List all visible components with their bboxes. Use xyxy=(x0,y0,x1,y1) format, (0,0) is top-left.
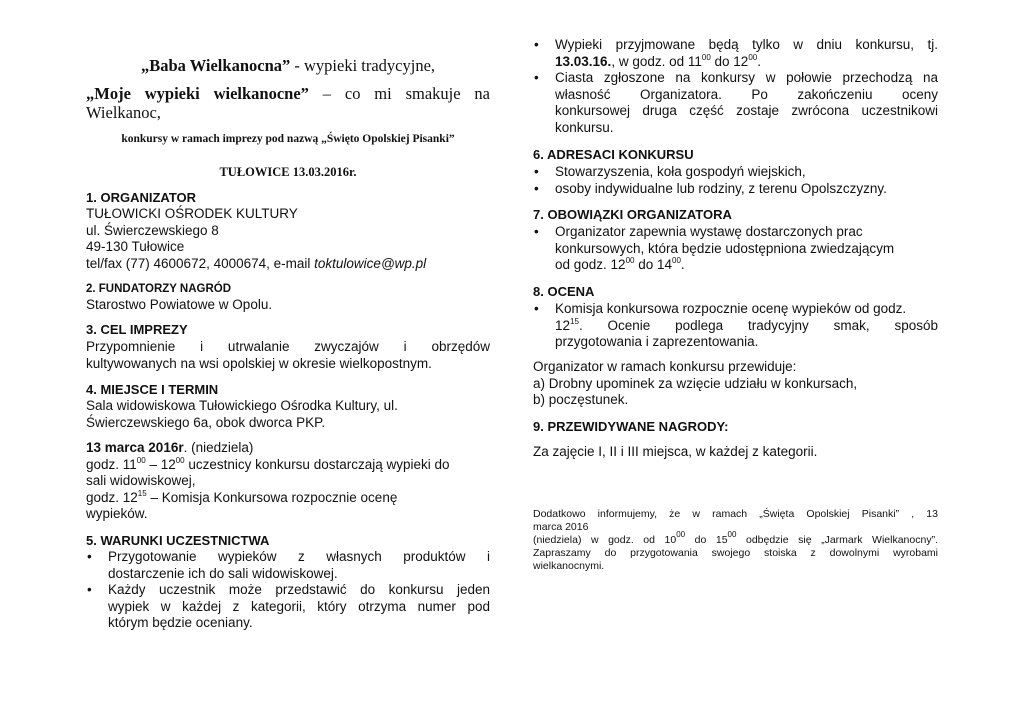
t2b: – Komisja Konkursowa rozpocznie ocenę xyxy=(146,489,398,505)
organizer-city: 49-130 Tułowice xyxy=(86,239,185,254)
awards-text: Za zajęcie I, II i III miejsca, w każdej z kategorii. xyxy=(533,444,818,459)
acc1-date: 13.03.16. xyxy=(555,53,612,69)
t1s2: 00 xyxy=(175,455,185,465)
email-link[interactable]: toktulowice@wp.pl xyxy=(314,255,427,271)
acc2-l2: własność Organizatora. Po zakończeniu oceny xyxy=(555,86,938,102)
acc1-s1: 00 xyxy=(701,52,711,62)
eval-b: . Ocenie podlega tradycyjny smak, sposób xyxy=(578,317,938,333)
note-l5: wielkanocnymi. xyxy=(533,560,605,572)
bullet-icon: • xyxy=(534,70,539,85)
heading-fundatorzy: 2. FUNDATORZY NAGRÓD xyxy=(86,283,232,295)
bullet-icon: • xyxy=(87,582,92,597)
goal-line-2: kultywowanych na wsi opolskiej w okresie wielkopostnym. xyxy=(86,355,432,371)
cond2-l2: wypiek w każdej z kategorii, który otrzyma numer pod xyxy=(108,598,490,614)
heading-nagrody: 9. PRZEWIDYWANE NAGRODY: xyxy=(533,419,729,434)
venue-line-2: Świerczewskiego 6a, obok dworca PKP. xyxy=(86,414,326,430)
acc1-c: . xyxy=(757,53,761,69)
eval-s: 15 xyxy=(570,316,579,326)
event-date-rest: . (niedziela) xyxy=(183,440,254,455)
note-s1: 00 xyxy=(676,530,686,539)
t1a: godz. 11 xyxy=(86,456,137,472)
heading-warunki: 5. WARUNKI UCZESTNICTWA xyxy=(86,533,270,548)
heading-ocena: 8. OCENA xyxy=(533,284,595,299)
heading-obowiazki: 7. OBOWIĄZKI ORGANIZATORA xyxy=(533,207,732,222)
t1b: – 12 xyxy=(145,456,176,472)
evaluation-list xyxy=(533,301,938,351)
note-b: do 15 xyxy=(685,534,728,546)
event-date-bold: 13 marca 2016r xyxy=(86,440,184,455)
heading-organizator: 1. ORGANIZATOR xyxy=(86,190,197,205)
note-l1: Dodatkowo informujemy, że w ramach „Święta Opolskiej Pisanki” , 13 xyxy=(533,508,938,520)
goal-line-1: Przypomnienie i utrwalanie zwyczajów i obrzędów xyxy=(86,339,490,354)
heading-miejsce-termin: 4. MIEJSCE I TERMIN xyxy=(86,382,219,397)
schedule-line-1 xyxy=(86,457,490,474)
heading-cel-imprezy: 3. CEL IMPREZY xyxy=(86,322,188,337)
sponsors-text: Starostwo Powiatowe w Opolu. xyxy=(86,297,273,312)
goal-text xyxy=(86,339,490,372)
acc1-b: do 12 xyxy=(710,53,749,69)
venue-line-1: Sala widowiskowa Tułowickiego Ośrodka Kultury, ul. xyxy=(86,398,398,413)
acc1-l1: Wypieki przyjmowane będą tylko w dniu konkursu, tj. xyxy=(555,37,938,52)
note-l2: marca 2016 xyxy=(533,521,589,533)
duty-a: od godz. 12 xyxy=(555,257,626,272)
bullet-icon: • xyxy=(534,224,539,239)
addr1: Stowarzyszenia, koła gospodyń wiejskich, xyxy=(555,164,806,179)
acc2-l3: konkursowej druga część zostaje zwrócona uczestnikowi xyxy=(555,103,938,118)
conditions-list xyxy=(86,549,490,632)
cond2-l1: Każdy uczestnik może przedstawić do konkursu jeden xyxy=(108,582,490,597)
bullet-icon: • xyxy=(534,37,539,52)
list-item xyxy=(533,301,938,351)
t1c: uczestnicy konkursu dostarczają wypieki do xyxy=(184,456,450,472)
title2-name: „Moje wypieki wielkanocne” xyxy=(86,84,309,103)
bullet-icon: • xyxy=(534,180,539,196)
subtitle: konkursy w ramach imprezy pod nazwą „Święto Opolskiej Pisanki” xyxy=(121,133,455,145)
t2s: 15 xyxy=(137,488,147,498)
title1-rest: - wypieki tradycyjne, xyxy=(290,56,436,75)
duty-s2: 00 xyxy=(672,256,681,265)
acc1-s2: 00 xyxy=(748,52,758,62)
schedule-line-2 xyxy=(86,490,490,507)
provide-b: b) poczęstunek. xyxy=(533,392,629,407)
duty-s1: 00 xyxy=(625,256,635,265)
duty-l3 xyxy=(555,257,938,274)
venue-text xyxy=(86,398,490,431)
duty-c: . xyxy=(680,257,685,272)
acceptance-list xyxy=(533,37,938,136)
bullet-icon: • xyxy=(534,164,539,179)
prizes-info xyxy=(533,359,938,409)
list-item xyxy=(533,181,938,198)
heading-adresaci: 6. ADRESACI KONKURSU xyxy=(533,147,694,162)
note-a: (niedziela) w godz. od 10 xyxy=(533,534,677,546)
contact-text: tel/fax (77) 4600672, 4000674, e-mail xyxy=(86,255,315,271)
place-date: TUŁOWICE 13.03.2016r. xyxy=(219,165,357,179)
list-item xyxy=(533,164,938,181)
cond2-l3: którym będzie oceniany. xyxy=(108,615,253,630)
list-item xyxy=(533,70,938,136)
addressees-list xyxy=(533,164,938,197)
organizer-block xyxy=(86,206,490,272)
organizer-street: ul. Świerczewskiego 8 xyxy=(86,222,219,238)
title1-name: „Baba Wielkanocna” xyxy=(140,56,291,75)
org-provides: Organizator w ramach konkursu przewiduje: xyxy=(533,359,797,374)
title-baba-wielkanocna xyxy=(86,56,490,76)
eval-l1: Komisja konkursowa rozpocznie ocenę wypieków od godz. xyxy=(555,301,907,316)
list-item xyxy=(86,549,490,582)
event-date xyxy=(86,440,490,457)
schedule-line-2-cont: wypieków. xyxy=(86,506,148,521)
bullet-icon: • xyxy=(87,549,92,564)
list-item xyxy=(533,37,938,70)
provide-a: a) Drobny upominek za wzięcie udziału w konkursach, xyxy=(533,375,858,391)
list-item xyxy=(86,582,490,632)
duties-list xyxy=(533,224,938,274)
eval-l2 xyxy=(555,318,938,335)
eval-l3: przygotowania i zaprezentowania. xyxy=(555,334,759,349)
duty-l2: konkursowych, która będzie udostępniona zwiedzającym xyxy=(555,240,895,256)
acc1-l2 xyxy=(555,54,938,71)
acc1-a: , w godz. od 11 xyxy=(611,53,702,69)
addr2: osoby indywidualne lub rodziny, z terenu Opolszczyzny. xyxy=(555,180,887,196)
note-l4: Zapraszamy do przygotowania swojego stoiska z dowolnymi wyrobami xyxy=(533,547,938,559)
title-moje-wypieki xyxy=(86,84,490,122)
note-s2: 00 xyxy=(727,530,737,539)
schedule-block xyxy=(86,440,490,523)
t1s1: 00 xyxy=(136,455,146,465)
cond1-l1: Przygotowanie wypieków z własnych produktów i xyxy=(108,549,490,564)
cond1-l2: dostarczenie ich do sali widowiskowej. xyxy=(108,565,338,581)
duty-b: do 14 xyxy=(634,257,673,272)
schedule-line-1-cont: sali widowiskowej, xyxy=(86,473,196,488)
t2a: godz. 12 xyxy=(86,489,138,505)
additional-note xyxy=(533,508,938,573)
note-l3 xyxy=(533,530,938,547)
organizer-name: TUŁOWICKI OŚRODEK KULTURY xyxy=(86,206,298,221)
duty-l1: Organizator zapewnia wystawę dostarczonych prac xyxy=(555,224,863,239)
list-item xyxy=(533,224,938,274)
note-c: odbędzie się „Jarmark Wielkanocny”. xyxy=(736,534,938,546)
acc2-l4: konkursu. xyxy=(555,119,614,135)
eval-a: 12 xyxy=(555,317,571,333)
bullet-icon: • xyxy=(534,301,539,316)
title2-rest: – co mi smakuje na Wielkanoc, xyxy=(86,84,490,122)
acc2-l1: Ciasta zgłoszone na konkursy w połowie przechodzą na xyxy=(555,70,938,85)
organizer-contact xyxy=(86,256,490,273)
